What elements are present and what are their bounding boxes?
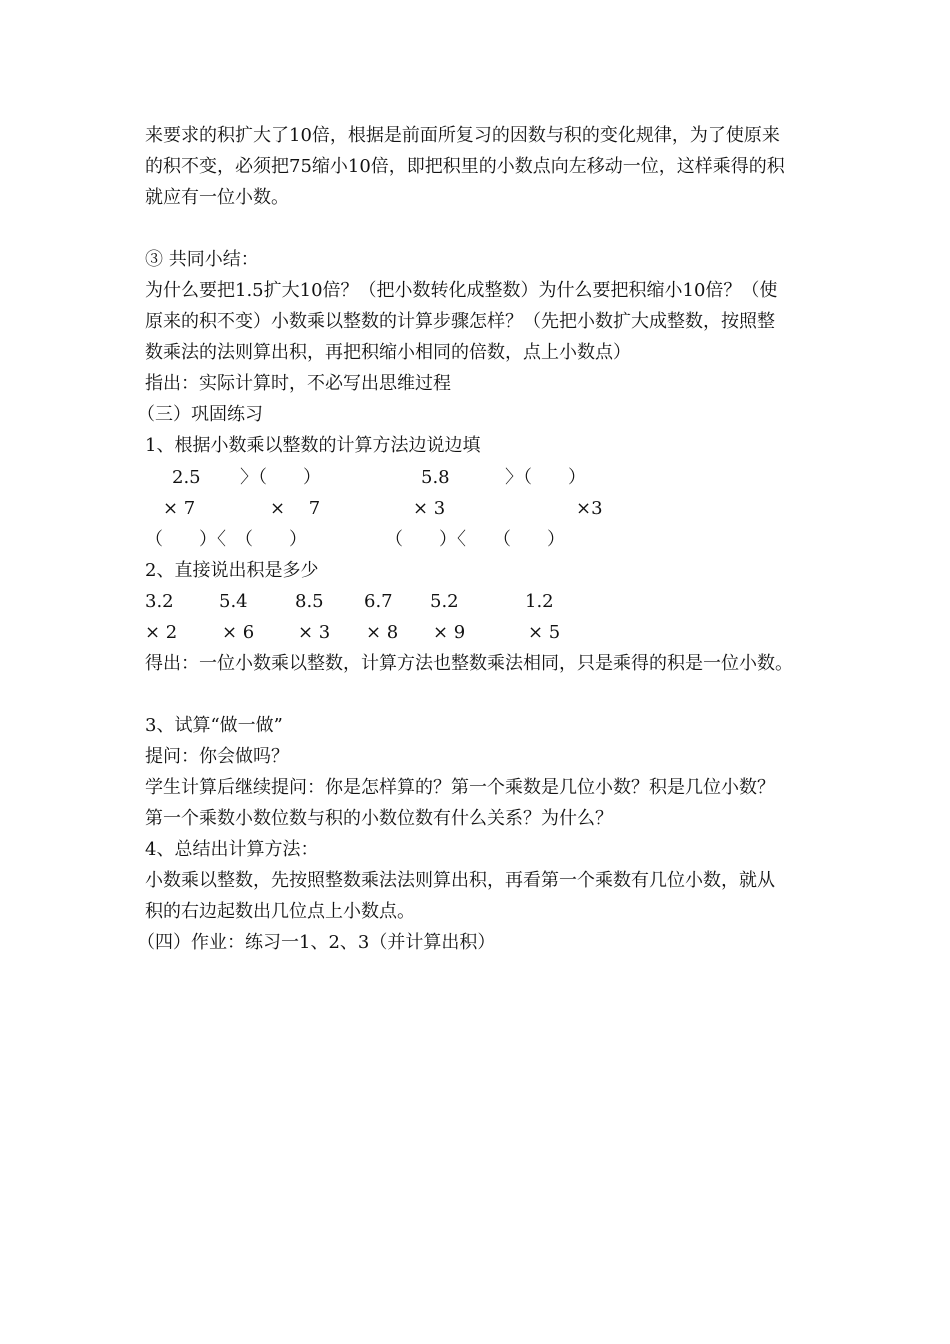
intro-line-3: 就应有一位小数。 [145,187,289,208]
ex1-factor-2: 5.8 [421,467,450,488]
exercise-2-conclusion: 得出：一位小数乘以整数，计算方法也整数乘法相同，只是乘得的积是一位小数。 [145,653,793,674]
ex2-num-6: 1.2 [525,591,554,612]
ex1-mult-4: ×3 [576,498,603,519]
exercise-4-line-1: 小数乘以整数，先按照整数乘法法则算出积，再看第一个乘数有几位小数，就从 [145,870,775,891]
ex2-mult-2: × 6 [222,622,255,643]
ex1-arrow-blank-2: 〉（ ） [505,467,586,488]
ex1-answer-row-2: （ ）〈 （ ） [385,529,565,550]
ex1-mult-1: × 7 [163,498,196,519]
ex1-arrow-blank-1: 〉（ ） [240,467,321,488]
ex2-mult-3: × 3 [298,622,331,643]
ex2-num-4: 6.7 [364,591,393,612]
intro-line-2: 的积不变，必须把75缩小10倍，即把积里的小数点向左移动一位，这样乘得的积 [145,156,785,177]
exercise-3-question: 提问：你会做吗？ [145,746,289,767]
exercise-3-title: 3、试算“做一做” [145,715,283,736]
exercise-2-title: 2、直接说出积是多少 [145,560,319,581]
homework-line: （四）作业：练习一1、2、3（并计算出积） [137,932,496,953]
summary-line-3: 数乘法的法则算出积，再把积缩小相同的倍数，点上小数点） [145,342,631,363]
summary-line-2: 原来的积不变）小数乘以整数的计算步骤怎样？（先把小数扩大成整数，按照整 [145,311,775,332]
exercise-3-line-1: 学生计算后继续提问：你是怎样算的？第一个乘数是几位小数？积是几位小数？ [145,777,775,798]
ex1-mult-2: × 7 [270,498,321,519]
ex2-num-2: 5.4 [219,591,248,612]
ex2-mult-5: × 9 [433,622,466,643]
ex2-num-5: 5.2 [430,591,459,612]
ex2-mult-6: × 5 [528,622,561,643]
exercise-4-line-2: 积的右边起数出几位点上小数点。 [145,901,415,922]
summary-line-1: 为什么要把1.5扩大10倍？（把小数转化成整数）为什么要把积缩小10倍？（使 [145,280,778,301]
summary-point: 指出：实际计算时，不必写出思维过程 [145,373,451,394]
ex1-mult-3: × 3 [413,498,446,519]
summary-heading: ③ 共同小结： [145,249,259,270]
intro-line-1: 来要求的积扩大了10倍，根据是前面所复习的因数与积的变化规律，为了使原来 [145,125,780,146]
section-3-heading: （三）巩固练习 [137,404,263,425]
exercise-3-line-2: 第一个乘数小数位数与积的小数位数有什么关系？为什么？ [145,808,613,829]
ex1-factor-1: 2.5 [172,467,201,488]
ex2-mult-4: × 8 [366,622,399,643]
exercise-1-title: 1、根据小数乘以整数的计算方法边说边填 [145,435,481,456]
ex2-num-1: 3.2 [145,591,174,612]
exercise-4-title: 4、总结出计算方法： [145,839,319,860]
ex1-answer-row-1: （ ）〈 （ ） [145,529,307,550]
ex2-mult-1: × 2 [145,622,178,643]
ex2-num-3: 8.5 [295,591,324,612]
